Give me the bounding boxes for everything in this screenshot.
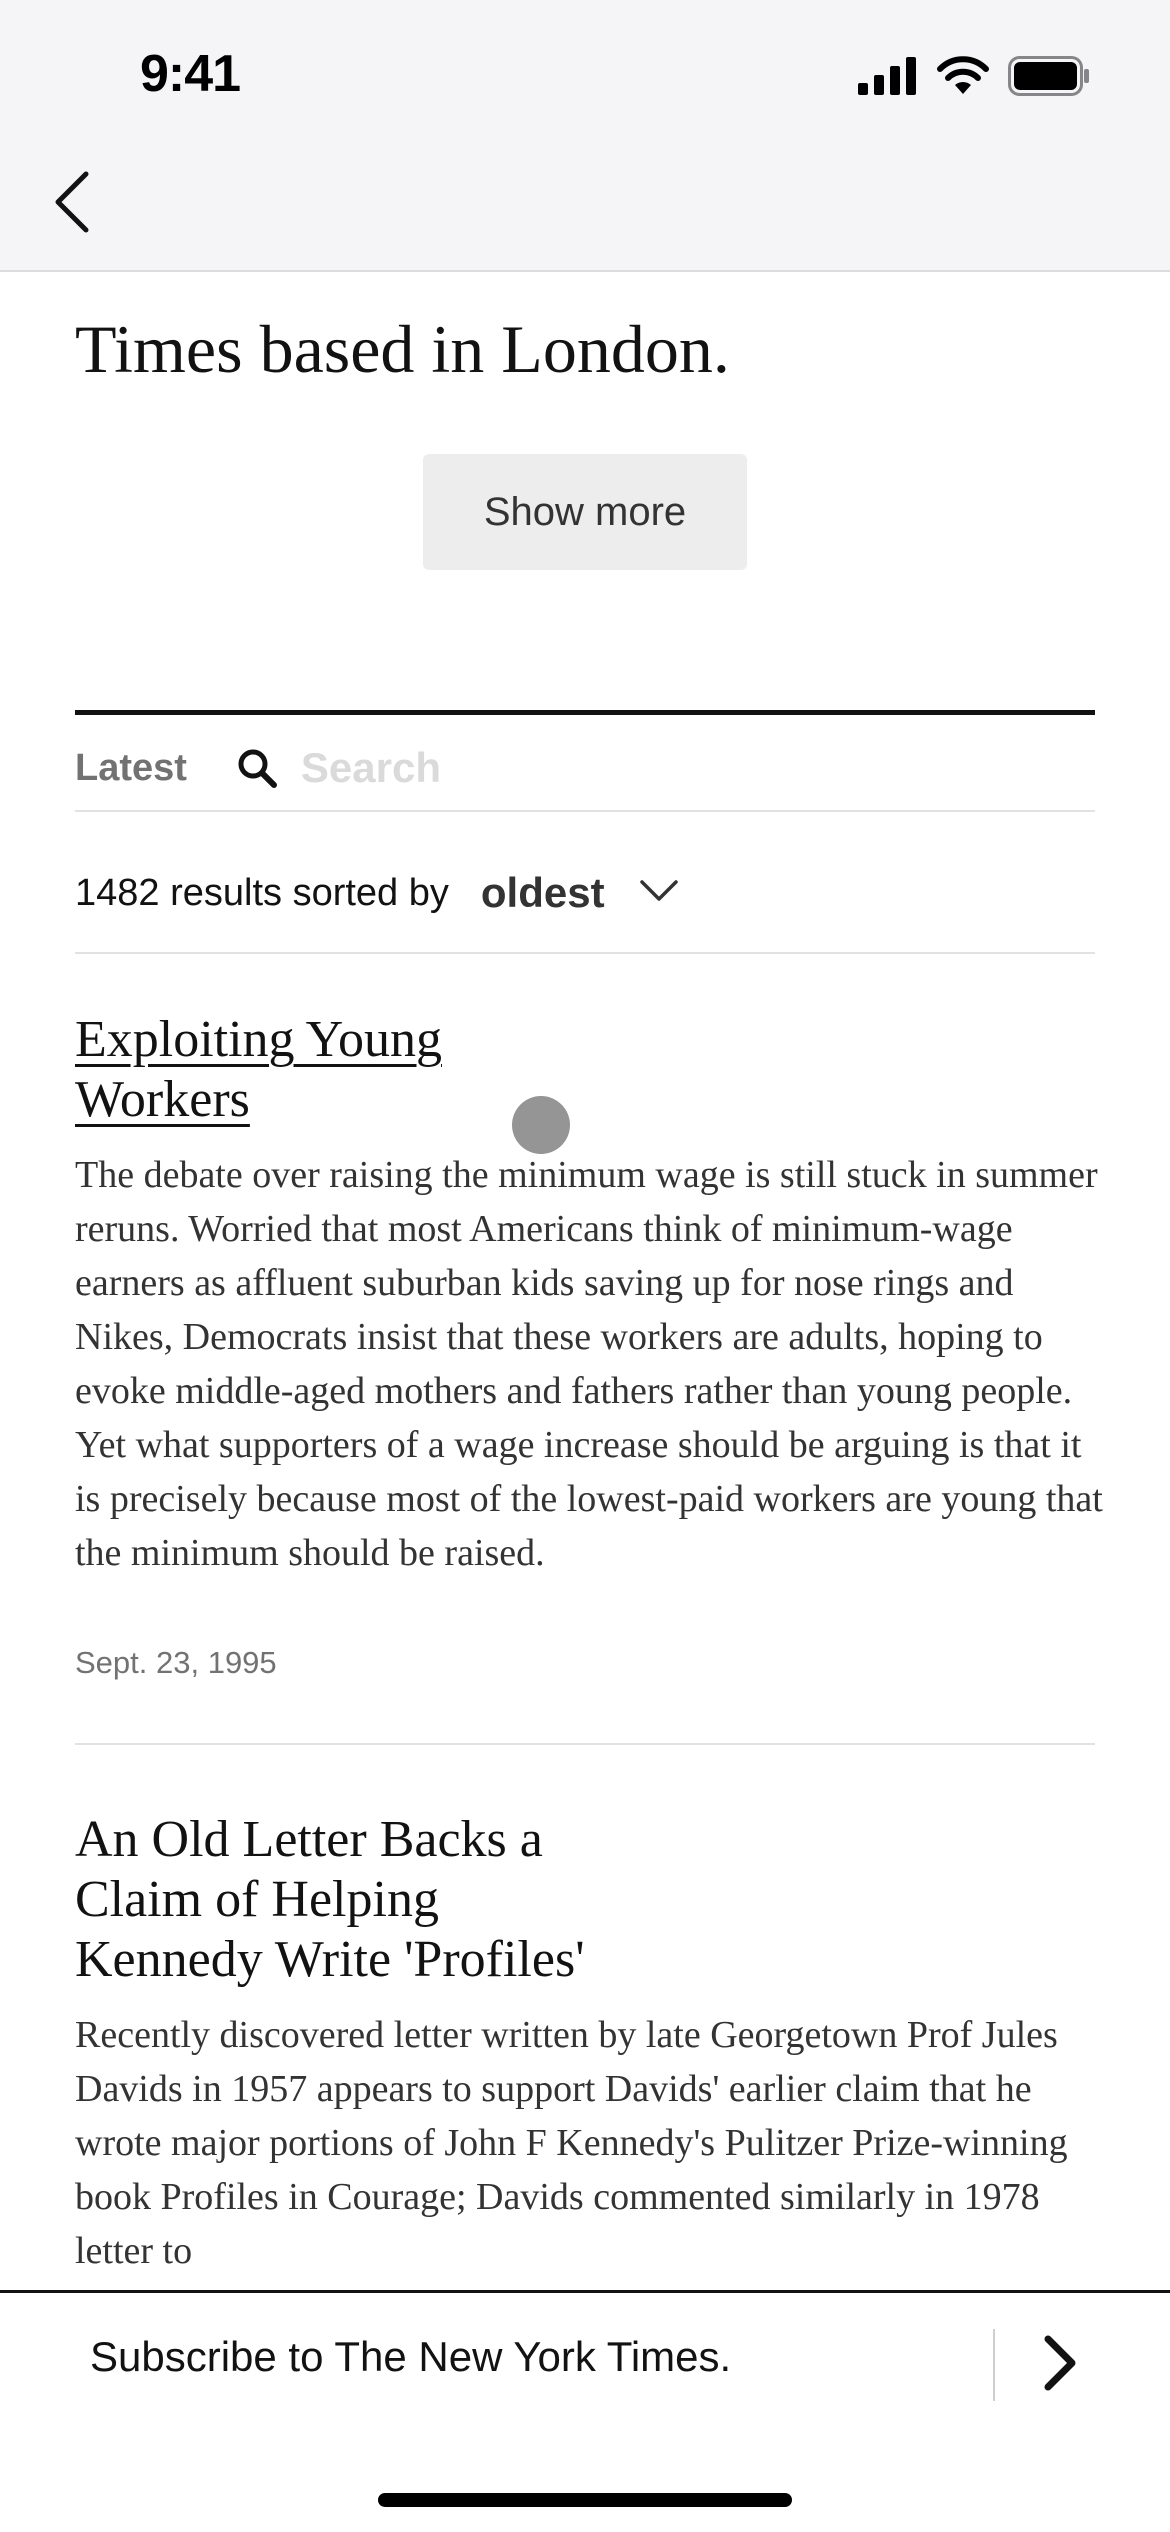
sort-selected-value[interactable]: oldest — [480, 869, 605, 916]
sort-row — [75, 855, 679, 931]
results-count: 1482 results sorted by — [75, 871, 449, 914]
subscribe-text[interactable]: Subscribe to The New York Times. — [90, 2333, 732, 2380]
search-icon[interactable] — [233, 744, 281, 792]
wifi-icon — [936, 56, 990, 101]
cellular-signal-icon — [858, 57, 918, 100]
article-divider — [75, 1743, 1095, 1745]
filter-divider — [75, 810, 1095, 812]
subscribe-divider — [993, 2329, 995, 2401]
home-indicator — [378, 2493, 792, 2507]
touch-indicator — [512, 1096, 570, 1154]
back-button[interactable] — [40, 162, 104, 246]
article-summary: Recently discovered letter written by late Georgetown Prof Jules Davids in 1957 appears to support Davids' earlier claim that he wrote major portions of John F Kennedy's Pulitzer Prize-winning book Profiles in Courage; Davids commented similarly in 1978 letter to — [75, 2014, 1068, 2272]
headline-line[interactable]: Workers — [75, 1071, 250, 1128]
tab-latest[interactable]: Latest — [75, 746, 187, 789]
battery-icon — [1008, 56, 1090, 101]
section-divider — [75, 710, 1095, 715]
author-bio-line: Times based in London. — [75, 311, 730, 387]
article-date: Sept. 23, 1995 — [75, 1645, 277, 1680]
status-bar — [0, 0, 1170, 150]
status-icons — [858, 56, 1090, 101]
headline-line[interactable]: Kennedy Write 'Profiles' — [75, 1931, 585, 1988]
search-input[interactable] — [301, 744, 1001, 792]
headline-line[interactable]: Exploiting Young — [75, 1011, 442, 1068]
chevron-down-icon[interactable] — [639, 879, 679, 908]
sort-divider — [75, 952, 1095, 954]
article-headline[interactable] — [75, 1810, 595, 1990]
headline-line[interactable]: An Old Letter Backs a — [75, 1811, 543, 1868]
filter-bar — [75, 725, 1095, 811]
status-time: 9:41 — [140, 45, 241, 103]
subscribe-bar[interactable] — [0, 2290, 1170, 2532]
sort-dropdown[interactable] — [481, 869, 679, 917]
chevron-right-icon[interactable] — [1040, 2333, 1080, 2398]
subscribe-arrow-button[interactable] — [1030, 2325, 1090, 2405]
show-more-button[interactable]: Show more — [423, 454, 747, 570]
chevron-left-icon[interactable] — [50, 170, 94, 239]
top-header — [0, 0, 1170, 272]
headline-line[interactable]: Claim of Helping — [75, 1871, 439, 1928]
article-summary: The debate over raising the minimum wage is still stuck in summer reruns. Worried that most Americans think of minimum-wage earners as affluent suburban kids saving up for nose rings and Nikes, Democrats insist that these workers are adults, hoping to evoke middle-aged mothers and fathers rather than young people. Yet what supporters of a wage increase should be arguing is that it is precisely because most of the lowest-paid workers are young that the minimum should be raised. — [75, 1154, 1103, 1574]
